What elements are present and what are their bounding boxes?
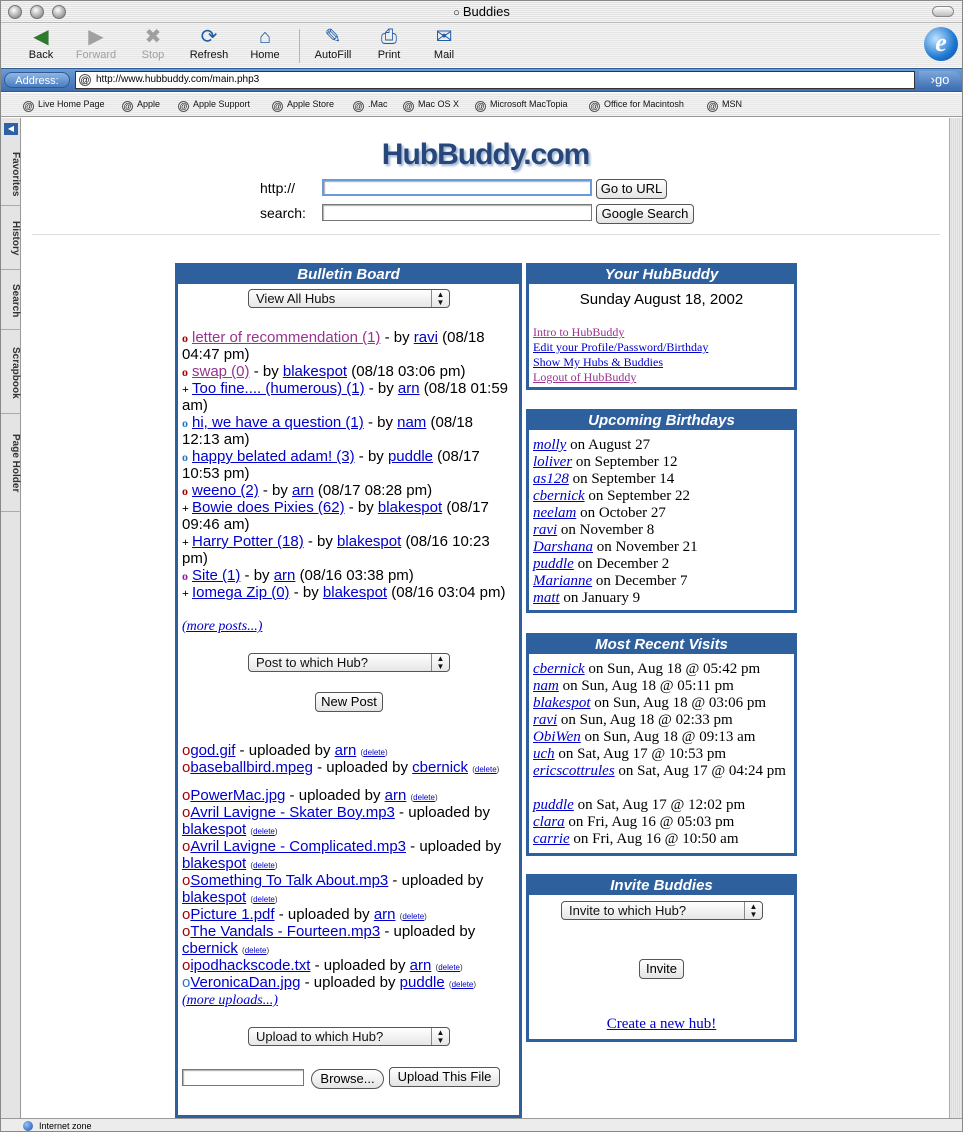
birthday-item: puddle on December 2	[533, 556, 670, 572]
address-label: Address:	[4, 72, 70, 88]
go-arrow-icon: ›	[930, 72, 935, 87]
birthday-user-link[interactable]: as128	[533, 471, 569, 487]
select-arrows-icon: ▲ ▼	[431, 1028, 449, 1045]
new-post-button[interactable]: New Post	[315, 692, 383, 712]
birthday-user-link[interactable]: Marianne	[533, 573, 593, 589]
refresh-button[interactable]: ⟳ Refresh	[181, 25, 237, 61]
recent-visits-panel	[526, 633, 797, 856]
post-topic-link[interactable]: letter of recommendation (1)	[192, 329, 381, 346]
post-author-link[interactable]: puddle	[387, 448, 433, 465]
post-author-link[interactable]: nam	[397, 414, 427, 431]
print-button[interactable]: ⎙ Print	[361, 25, 417, 61]
post-author-link[interactable]: blakespot	[322, 584, 388, 601]
visit-item: puddle on Sat, Aug 17 @ 12:02 pm	[533, 797, 746, 813]
uploader-link[interactable]: cbernick	[182, 940, 238, 957]
upload-item: obaseballbird.mpeg - uploaded by cbernick (delete)	[182, 759, 500, 776]
post-item: o hi, we have a question (1) - by nam (08/18 12:13 am)	[182, 414, 474, 448]
birthday-user-link[interactable]: matt	[533, 590, 560, 606]
favorite-mac-os-x[interactable]: @ Mac OS X	[404, 99, 460, 111]
visit-user-link[interactable]: ObiWen	[533, 729, 581, 745]
zoom-window-button[interactable]	[52, 5, 66, 19]
upload-item: oThe Vandals - Fourteen.mp3 - uploaded by cbernick (delete)	[182, 923, 476, 957]
upload-status-icon: o	[182, 957, 191, 974]
explorer-bar-tabs	[1, 118, 21, 1118]
create-hub-link[interactable]: Create a new hub!	[606, 1016, 717, 1032]
post-author-link[interactable]: arn	[292, 482, 314, 499]
recent-visits-title: Most Recent Visits	[529, 636, 794, 654]
mail-button[interactable]: ✉ Mail	[416, 25, 472, 61]
delete-upload-link[interactable]: delete	[253, 827, 275, 836]
status-text: Internet zone	[39, 1121, 92, 1131]
visit-item: ravi on Sun, Aug 18 @ 02:33 pm	[533, 712, 733, 728]
delete-upload-link[interactable]: delete	[474, 765, 497, 774]
upload-status-icon: o	[182, 787, 191, 804]
birthday-user-link[interactable]: ravi	[533, 522, 558, 538]
favorite-office-for-macintosh[interactable]: @ Office for Macintosh	[590, 99, 684, 111]
internet-zone-icon	[23, 1121, 33, 1131]
visit-item: ericscottrules on Sat, Aug 17 @ 04:24 pm	[533, 763, 786, 779]
bulletin-board-panel	[175, 263, 522, 1118]
autofill-button[interactable]: ✎ AutoFill	[305, 25, 361, 61]
post-item: + Iomega Zip (0) - by blakespot (08/16 03:04 pm)	[182, 584, 506, 601]
birthday-user-link[interactable]: cbernick	[533, 488, 585, 504]
post-item: o Site (1) - by arn (08/16 03:38 pm)	[182, 567, 414, 584]
birthday-item: molly on August 27	[533, 437, 651, 453]
logout-link[interactable]: Logout of HubBuddy	[533, 370, 637, 384]
toolbar-separator	[299, 29, 300, 63]
post-topic-link[interactable]: Bowie does Pixies (62)	[192, 499, 345, 516]
favorite-apple-support[interactable]: @ Apple Support	[179, 99, 251, 111]
post-status-icon: +	[182, 501, 189, 515]
post-item: o happy belated adam! (3) - by puddle (08/17 10:53 pm)	[182, 448, 480, 482]
status-bar	[1, 1118, 962, 1132]
favorite-at-icon: @	[179, 102, 188, 111]
post-status-icon: o	[182, 365, 188, 379]
upload-file-path-input[interactable]	[182, 1069, 304, 1086]
birthday-item: loliver on September 12	[533, 454, 678, 470]
upload-status-icon: o	[182, 923, 191, 940]
upload-item: oAvril Lavigne - Skater Boy.mp3 - uploaded by blakespot (delete)	[182, 804, 490, 838]
bulletin-board-title: Bulletin Board	[178, 266, 519, 284]
search-label: search:	[260, 205, 306, 221]
uploader-link[interactable]: arn	[373, 906, 396, 923]
post-topic-link[interactable]: hi, we have a question (1)	[192, 414, 364, 431]
uploader-link[interactable]: blakespot	[182, 889, 247, 906]
birthday-user-link[interactable]: loliver	[533, 454, 573, 470]
favorite-at-icon: @	[273, 102, 282, 111]
intro-link[interactable]: Intro to HubBuddy	[533, 325, 625, 339]
favorite-live-home-page[interactable]: @ Live Home Page	[24, 99, 105, 111]
visit-user-link[interactable]: clara	[533, 814, 565, 830]
post-author-link[interactable]: arn	[397, 380, 420, 397]
delete-upload-link[interactable]: delete	[253, 861, 275, 870]
tab-history[interactable]: History	[1, 208, 21, 270]
select-arrows-icon: ▲ ▼	[744, 902, 762, 919]
upload-file-link[interactable]: Picture 1.pdf	[190, 906, 275, 923]
internet-explorer-logo-icon: e	[924, 27, 958, 61]
tab-favorites[interactable]: Favorites	[1, 144, 21, 206]
birthday-item: neelam on October 27	[533, 505, 666, 521]
birthday-user-link[interactable]: molly	[533, 437, 567, 453]
post-author-link[interactable]: blakespot	[377, 499, 443, 516]
upload-file-link[interactable]: baseballbird.mpeg	[190, 759, 313, 776]
mail-icon: ✉	[435, 26, 453, 48]
visit-user-link[interactable]: uch	[533, 746, 555, 762]
visit-user-link[interactable]: nam	[533, 678, 559, 694]
delete-upload-link[interactable]: delete	[402, 912, 425, 921]
favorite-at-icon: @	[354, 102, 363, 111]
birthday-user-link[interactable]: Darshana	[533, 539, 594, 555]
uploader-link[interactable]: arn	[409, 957, 432, 974]
toolbar-toggle-button[interactable]	[932, 6, 954, 17]
post-author-link[interactable]: blakespot	[337, 533, 402, 550]
post-status-icon: o	[182, 450, 188, 464]
forward-button[interactable]: ▶ Forward	[68, 25, 124, 61]
upload-file-link[interactable]: VeronicaDan.jpg	[190, 974, 301, 991]
address-input[interactable]: @ http://www.hubbuddy.com/main.php3	[75, 71, 915, 89]
window-title: Buddies	[462, 4, 510, 19]
upload-file-button[interactable]: Upload This File	[389, 1067, 500, 1087]
go-to-url-button[interactable]: Go to URL	[596, 179, 667, 199]
visit-item: ObiWen on Sun, Aug 18 @ 09:13 am	[533, 729, 756, 745]
post-item: o letter of recommendation (1) - by ravi (08/18 04:47 pm)	[182, 329, 485, 363]
upload-status-icon: o	[182, 974, 191, 991]
back-arrow-icon: ◀	[33, 26, 49, 48]
post-item: + Bowie does Pixies (62) - by blakespot (08/17 09:46 am)	[182, 499, 489, 533]
upload-file-link[interactable]: Avril Lavigne - Skater Boy.mp3	[190, 804, 395, 821]
post-item: o weeno (2) - by arn (08/17 08:28 pm)	[182, 482, 433, 499]
birthday-item: cbernick on September 22	[533, 488, 691, 504]
birthday-item: ravi on November 8	[533, 522, 655, 538]
favorite-msn[interactable]: @ MSN	[708, 99, 742, 111]
select-arrows-icon: ▲ ▼	[431, 654, 449, 671]
favorite-dotmac[interactable]: @ .Mac	[354, 99, 388, 111]
uploader-link[interactable]: cbernick	[412, 759, 469, 776]
upload-item: ogod.gif - uploaded by arn (delete)	[182, 742, 388, 759]
upload-item: oSomething To Talk About.mp3 - uploaded by blakespot (delete)	[182, 872, 484, 906]
delete-upload-link[interactable]: delete	[413, 793, 435, 802]
favorite-microsoft-mactopia[interactable]: @ Microsoft MacTopia	[476, 99, 568, 111]
browse-button[interactable]: Browse...	[311, 1069, 384, 1089]
upload-item: oAvril Lavigne - Complicated.mp3 - uploaded by blakespot (delete)	[182, 838, 502, 872]
upload-item: oVeronicaDan.jpg - uploaded by puddle (delete)	[182, 974, 477, 991]
upload-status-icon: o	[182, 759, 191, 776]
post-author-link[interactable]: ravi	[413, 329, 438, 346]
uploader-link[interactable]: blakespot	[182, 855, 247, 872]
hub-filter-select[interactable]: View All Hubs ▲ ▼	[248, 289, 450, 308]
upload-file-link[interactable]: god.gif	[190, 742, 236, 759]
delete-upload-link[interactable]: delete	[244, 946, 267, 955]
upload-file-link[interactable]: PowerMac.jpg	[190, 787, 286, 804]
visit-item: cbernick on Sun, Aug 18 @ 05:42 pm	[533, 661, 761, 677]
url-input[interactable]	[322, 179, 592, 196]
vertical-scrollbar[interactable]	[949, 118, 962, 1118]
printer-icon: ⎙	[381, 26, 397, 48]
post-status-icon: +	[182, 382, 189, 396]
upload-status-icon: o	[182, 838, 191, 855]
post-hub-select[interactable]: Post to which Hub? ▲ ▼	[248, 653, 450, 672]
invite-buddies-panel	[526, 874, 797, 1042]
upload-file-link[interactable]: Something To Talk About.mp3	[190, 872, 389, 889]
delete-upload-link[interactable]: delete	[253, 895, 275, 904]
autofill-icon: ✎	[324, 26, 342, 48]
delete-upload-link[interactable]: delete	[363, 748, 385, 757]
page-icon: ○	[453, 7, 463, 19]
favorites-bar	[1, 93, 962, 117]
favorite-at-icon: @	[24, 102, 33, 111]
tab-search[interactable]: Search	[1, 272, 21, 330]
upload-status-icon: o	[182, 742, 191, 759]
upcoming-birthdays-panel	[526, 409, 797, 613]
post-status-icon: o	[182, 416, 188, 430]
delete-upload-link[interactable]: delete	[438, 963, 460, 972]
home-button[interactable]: ⌂ Home	[237, 25, 293, 61]
close-window-button[interactable]	[8, 5, 22, 19]
post-status-icon: o	[182, 569, 188, 583]
visit-item: blakespot on Sun, Aug 18 @ 03:06 pm	[533, 695, 766, 711]
stop-icon: ✖	[144, 26, 162, 48]
post-status-icon: +	[182, 535, 189, 549]
forward-arrow-icon: ▶	[88, 26, 104, 48]
show-hubs-link[interactable]: Show My Hubs & Buddies	[533, 355, 664, 369]
visit-item: clara on Fri, Aug 16 @ 05:03 pm	[533, 814, 735, 830]
post-item: o swap (0) - by blakespot (08/18 03:06 pm)	[182, 363, 466, 380]
page-at-icon: @	[80, 75, 90, 85]
edit-profile-link[interactable]: Edit your Profile/Password/Birthday	[533, 340, 709, 354]
upload-status-icon: o	[182, 804, 191, 821]
post-item: + Too fine.... (humerous) (1) - by arn (08/18 01:59 am)	[182, 380, 509, 414]
visit-item: nam on Sun, Aug 18 @ 05:11 pm	[533, 678, 734, 694]
uploader-link[interactable]: puddle	[399, 974, 445, 991]
birthday-item: Darshana on November 21	[533, 539, 698, 555]
uploader-link[interactable]: arn	[384, 787, 407, 804]
visit-item: carrie on Fri, Aug 16 @ 10:50 am	[533, 831, 739, 847]
post-author-link[interactable]: arn	[273, 567, 296, 584]
visit-user-link[interactable]: puddle	[533, 797, 574, 813]
tab-scrapbook[interactable]: Scrapbook	[1, 332, 21, 414]
google-search-button[interactable]: Google Search	[596, 204, 694, 224]
explorer-bar-toggle-icon[interactable]: ◀	[4, 123, 18, 135]
back-button[interactable]: ◀ Back	[13, 25, 69, 61]
tab-page-holder[interactable]: Page Holder	[1, 416, 21, 512]
stop-button[interactable]: ✖ Stop	[125, 25, 181, 61]
post-status-icon: +	[182, 586, 189, 600]
go-button[interactable]: ›go	[919, 71, 961, 89]
favorite-apple-store[interactable]: @ Apple Store	[273, 99, 335, 111]
post-topic-link[interactable]: happy belated adam! (3)	[192, 448, 355, 465]
page-content	[22, 118, 949, 1118]
uploader-link[interactable]: blakespot	[182, 821, 247, 838]
invite-button[interactable]: Invite	[639, 959, 684, 979]
title-bar	[1, 1, 962, 23]
visit-user-link[interactable]: ericscottrules	[533, 763, 615, 779]
more-uploads-link[interactable]: (more uploads...)	[182, 993, 278, 1008]
post-item: + Harry Potter (18) - by blakespot (08/16 10:23 pm)	[182, 533, 490, 567]
url-label: http://	[260, 180, 296, 196]
upload-item: oPicture 1.pdf - uploaded by arn (delete)	[182, 906, 427, 923]
select-arrows-icon: ▲ ▼	[431, 290, 449, 307]
visit-user-link[interactable]: cbernick	[533, 661, 585, 677]
birthday-item: as128 on September 14	[533, 471, 675, 487]
birthday-user-link[interactable]: puddle	[533, 556, 574, 572]
refresh-icon: ⟳	[200, 26, 218, 48]
upload-file-link[interactable]: Avril Lavigne - Complicated.mp3	[190, 838, 406, 855]
visit-item: uch on Sat, Aug 17 @ 10:53 pm	[533, 746, 726, 762]
toolbar	[1, 23, 962, 67]
divider	[32, 234, 940, 235]
post-status-icon: o	[182, 331, 188, 345]
post-topic-link[interactable]: Iomega Zip (0)	[192, 584, 290, 601]
post-topic-link[interactable]: Site (1)	[192, 567, 241, 584]
uploader-link[interactable]: arn	[334, 742, 357, 759]
birthday-item: matt on January 9	[533, 590, 641, 606]
favorite-at-icon: @	[708, 102, 717, 111]
delete-upload-link[interactable]: delete	[451, 980, 474, 989]
favorite-at-icon: @	[123, 102, 132, 111]
birthday-item: Marianne on December 7	[533, 573, 688, 589]
post-status-icon: o	[182, 484, 188, 498]
post-topic-link[interactable]: Too fine.... (humerous) (1)	[192, 380, 365, 397]
upload-file-link[interactable]: ipodhackscode.txt	[190, 957, 311, 974]
favorite-at-icon: @	[404, 102, 413, 111]
visit-user-link[interactable]: carrie	[533, 831, 570, 847]
favorite-at-icon: @	[476, 102, 485, 111]
post-topic-link[interactable]: swap (0)	[192, 363, 250, 380]
visit-user-link[interactable]: ravi	[533, 712, 558, 728]
search-input[interactable]	[322, 204, 592, 221]
post-topic-link[interactable]: weeno (2)	[192, 482, 259, 499]
site-logo[interactable]: HubBuddy.com	[381, 138, 590, 171]
more-posts-link[interactable]: (more posts...)	[182, 619, 263, 634]
upload-item: oPowerMac.jpg - uploaded by arn (delete)	[182, 787, 438, 804]
upcoming-birthdays-title: Upcoming Birthdays	[529, 412, 794, 430]
upload-status-icon: o	[182, 906, 191, 923]
favorite-apple[interactable]: @ Apple	[123, 99, 161, 111]
visit-user-link[interactable]: blakespot	[533, 695, 591, 711]
invite-buddies-title: Invite Buddies	[529, 877, 794, 895]
address-bar	[1, 68, 962, 92]
upload-file-link[interactable]: The Vandals - Fourteen.mp3	[190, 923, 381, 940]
your-hubbuddy-title: Your HubBuddy	[529, 266, 794, 284]
upload-status-icon: o	[182, 872, 191, 889]
post-author-link[interactable]: blakespot	[282, 363, 348, 380]
upload-item: oipodhackscode.txt - uploaded by arn (delete)	[182, 957, 463, 974]
current-date: Sunday August 18, 2002	[579, 291, 744, 308]
your-hubbuddy-panel	[526, 263, 797, 390]
post-topic-link[interactable]: Harry Potter (18)	[192, 533, 304, 550]
minimize-window-button[interactable]	[30, 5, 44, 19]
invite-hub-select[interactable]: Invite to which Hub? ▲ ▼	[561, 901, 763, 920]
upload-hub-select[interactable]: Upload to which Hub? ▲ ▼	[248, 1027, 450, 1046]
birthday-user-link[interactable]: neelam	[533, 505, 577, 521]
favorite-at-icon: @	[590, 102, 599, 111]
home-icon: ⌂	[258, 26, 272, 48]
